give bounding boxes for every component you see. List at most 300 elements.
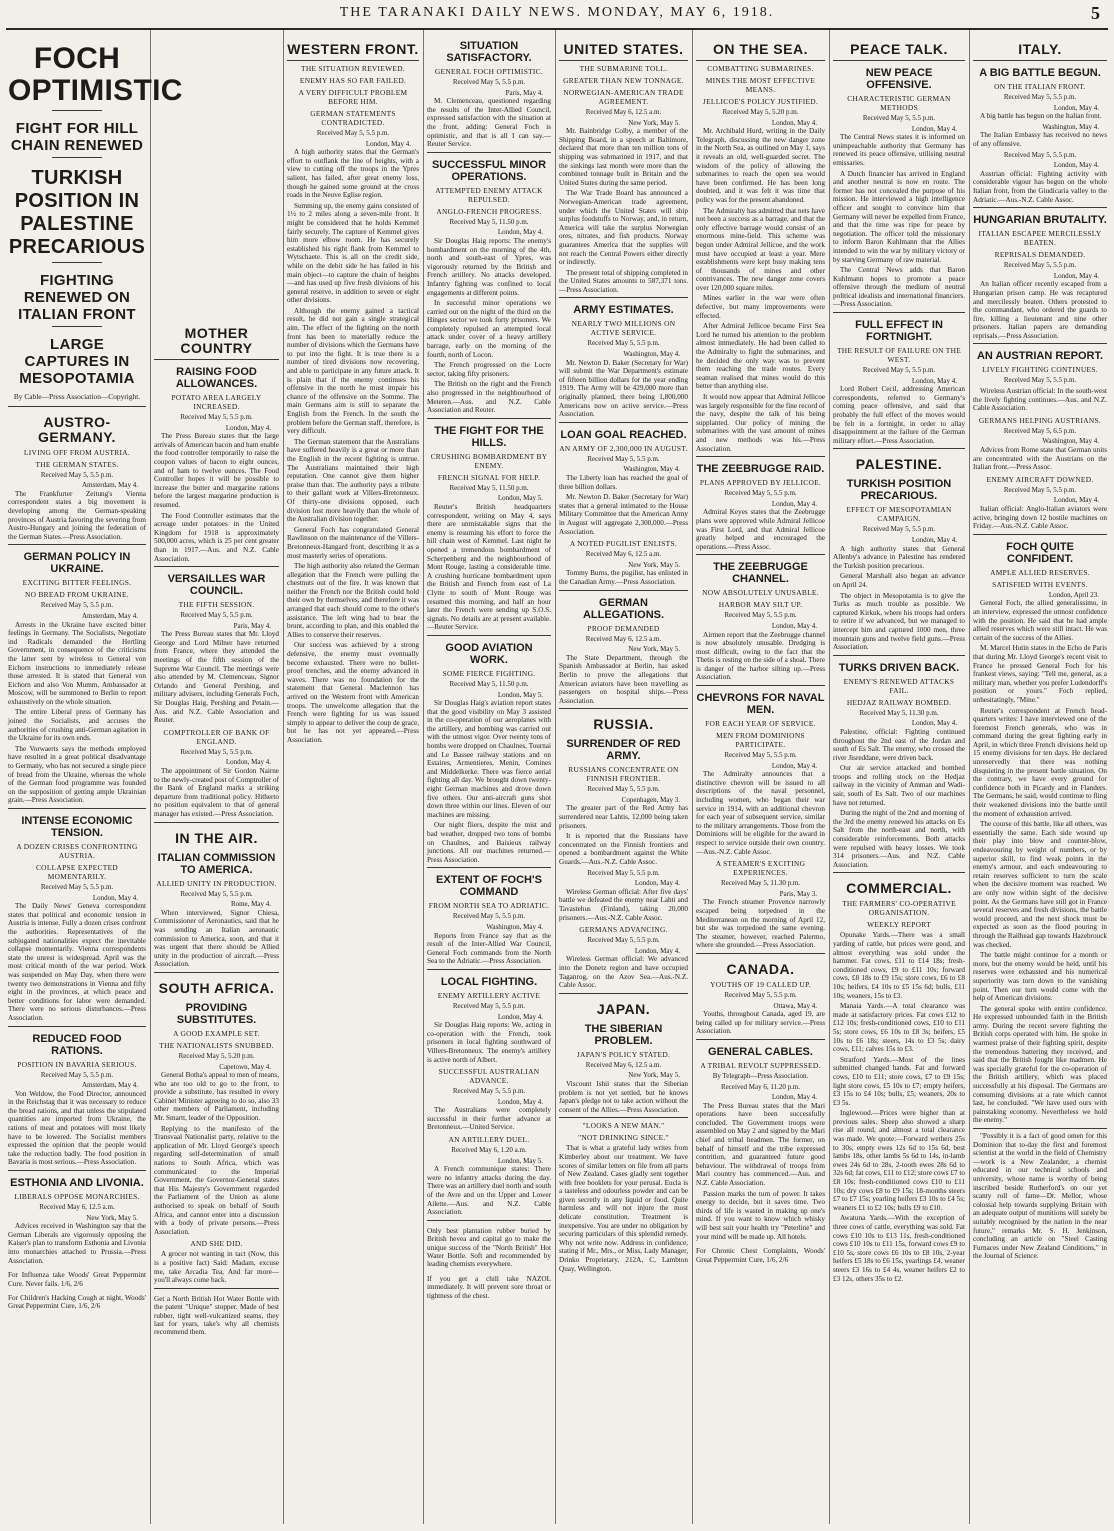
received-line: Received May 6, 12.5 a.m. <box>585 634 662 643</box>
article-headline: ON THE SEA. <box>713 41 808 57</box>
divider <box>559 590 688 591</box>
article-paragraph: Wireless German official: We advanced into the Donetz region and have occupied Taganrog, on the Azov Sea.—Aus.-N.Z. Cable Assoc. <box>559 955 688 990</box>
article-paragraph: Replying to the manifesto of the Transvaal Nationalist party, relative to the application of Mr. Lloyd George's speech regarding self-determination of small nations to South Africa, which was communicated to the Imperial Government, the Governor-General states that His Majesty's Government regarded the Parliament of the Union as alone authorised to speak on behalf of South Africa, and cannot enter into a discussion with a body of private persons.—Press Association. <box>154 1124 279 1236</box>
article-paragraph: Advices received in Washington say that the German Liberals are vigorously opposing the Kaiser's plan to transform Esthonia and Livonia into monarchies attached to Prussia.—Press Association. <box>8 1222 146 1265</box>
divider <box>973 1128 1107 1129</box>
article-headline: SUCCESSFUL MINOR OPERATIONS. <box>431 158 547 183</box>
article-headline: GENERAL CABLES. <box>708 1045 813 1058</box>
article-headline: TURKS DRIVEN BACK. <box>838 661 960 674</box>
place-date: Washington, May 4. <box>486 922 543 931</box>
article-subhead: LIVELY FIGHTING CONTINUES. <box>982 365 1098 375</box>
article-paragraph: Sir Douglas Haig reports: We, acting in co-operation with the French, took prisoners in local fighting southward of Villers-Bretonneux. The enemy's artillery is active north of Albert. <box>427 1021 551 1064</box>
article-paragraph: Passion marks the turn of power. It takes energy to decide, but it saves time. Two thirds of life is wasted in making up one's mind. If you want to know which whisky will best suit your health try "Peterline" and your mind will be made up. All hotels. <box>696 1189 825 1241</box>
article-paragraph: The Admiralty announces that a distinctive chevron will be issued to all descriptions of the naval personnel, including women, who began their war service in 1914, with an additional chevron for each year of subsequent service, similar to the military arrangements. Those from the Dominions will be eligible for the award in respect to service outside their own country.—Aus.-N.Z. Cable Assoc. <box>696 770 825 856</box>
article-paragraph: The appointment of Sir Gordon Nairne to the newly-created post of Comptroller of the Bank of England marks a striking departure from traditional policy. Hitherto no position equivalent to that of general manager has existed.—Press Association. <box>154 767 279 818</box>
article-subhead: "LOOKS A NEW MAN." <box>582 1121 665 1131</box>
article-paragraph: Admiral Keyes states that the Zeebrugge plans were approved while Admiral Jellicoe was First Lord, and that Admiral Jellicoe greatly helped and encouraged the operations.—Press Assoc. <box>696 508 825 551</box>
article-paragraph: Although the enemy gained a tactical result, he did not gain a single strategical aim. The effect of the fighting on the north front has been to materially reduce the number of divisions which the Germans have to put into the fight. It is true there is a number of tired divisions now recovering, and able to participate in any future attack. It is plain that if the enemy continues his offensive in the north he must impair his chance of the offensive on the Somme. The main Germans aim is still to separate the English from the French. In the south the problem before the German staff, therefore, is very difficult. <box>287 306 419 436</box>
column-rule <box>692 30 693 1524</box>
article-paragraph: The high authority also related the German allegation that the French were pulling the chestnuts out of the fire. It was known that neither the French nor the British could hold their own by themselves, and therefore it was arranged that each should come to the other's assistance. The left wing had to bear the brunt, according to plan, and this enabled the Allies to conserve their reserves. <box>287 562 419 639</box>
article-subhead: A TRIBAL REVOLT SUPPRESSED. <box>700 1060 821 1070</box>
article-headline: SOUTH AFRICA. <box>158 979 275 996</box>
received-line: Received May 5, 5.5 p.m. <box>862 525 936 534</box>
article-subhead: CHARACTERISTIC GERMAN METHODS <box>847 94 951 112</box>
column-7 <box>833 34 965 1522</box>
article-subhead: JAPAN'S POLICY STATED. <box>576 1049 671 1059</box>
column-1 <box>8 34 183 1522</box>
article-headline: WESTERN FRONT. <box>287 41 419 57</box>
divider <box>427 418 551 419</box>
article-paragraph: The entire Liberal press of Germany has joined the Socialists, and accuses the authorities of crushing anti-German agitation in the Ukraine for its own ends. <box>8 708 146 743</box>
article-headline: AUSTRO-GERMANY. <box>38 413 116 445</box>
article-paragraph: Lord Robert Cecil, addressing American correspondents, referred to Germany's coming peace offensive, and said that probably the full effect of the moves would be felt in a fortnight, in order to allay disappointment at the failure of the German military effort.—Press Association. <box>833 385 965 445</box>
article-subhead: ATTEMPTED ENEMY ATTACK REPULSED. <box>435 185 543 204</box>
received-line: Received May 5, 5.5 p.m. <box>587 454 660 463</box>
article-paragraph: "Possibly it is a fact of good omen for this Dominion that to-day the first and foremost scientist at the world in the field of Chemistry—work is a New Zealander, a chemist educated in our technical schools and university, whose name is worthy of being inscribed beside Rutherford's on our yet scanty roll of fame—Dr. Mellor, whose colossal help towards supplying Britain with an adequate output of munitions will surely be suitably recognised by the nation in the near future," remarks Mr. S. H. Jenkinson, concluding an article on "Steel Casting Furnaces under New Zealand Conditions," in the Journal of Science. <box>973 1132 1107 1261</box>
column-6 <box>696 34 825 1522</box>
place-date: New York, May 5. <box>628 118 680 127</box>
place-date: London, May 4. <box>771 761 817 770</box>
byline: By Telegraph—Press Association. <box>712 1071 809 1080</box>
article-headline: NEW PEACE OFFENSIVE. <box>865 67 933 91</box>
article-paragraph: It would now appear that Admiral Jellicoe was largely responsible for the fine record of the navy, despite the talk of his being supplanted. Our policy of mining the submarines with the vast amount of mines and new methods was his.—Press Association. <box>696 393 825 453</box>
article-subhead: A NOTED PUGILIST ENLISTS. <box>569 539 678 549</box>
article-headline: FOCH QUITE CONFIDENT. <box>1006 540 1074 565</box>
article-paragraph: The War Trade Board has announced a Norwegian-American trade agreement, under which the United States will ship surplus foodstuffs to Norway, and, in return, America will take the surplus Norwegian ores, nitrates, and fish products. Norway guarantees America that the supplies will not reach the Central Powers either directly or indirectly. <box>559 189 688 267</box>
article-subhead: AN ARTILLERY DUEL. <box>448 1135 530 1145</box>
place-date: Paris, May 4. <box>505 88 543 97</box>
place-date: New York, May 5. <box>628 645 680 654</box>
article-headline: GOOD AVIATION WORK. <box>445 641 533 666</box>
article-subhead: THE RESULT OF FAILURE ON THE WEST. <box>836 346 962 365</box>
article-paragraph: Airmen report that the Zeebrugge channel is now absolutely unusable. Dredging is most difficult, owing to the fact that the Thetis is resting on the side of a shoal. There is danger of the harbor silting up.—Press Association. <box>696 630 825 682</box>
article-headline: HUNGARIAN BRUTALITY. <box>973 214 1107 227</box>
article-paragraph: Advices from Rome state that German units are concentrated with the Austrians on the Italian front.—Press Assoc. <box>973 446 1107 472</box>
place-date: London, May 4. <box>911 719 957 728</box>
article-paragraph: The Central News states it is informed on unimpeachable authority that Germany has renewed its peace offensive, utilising neutral emissaries. <box>833 133 965 167</box>
place-date: London, May 4. <box>225 758 271 767</box>
received-line: Received May 5, 5.5 p.m. <box>452 1001 526 1010</box>
article-headline: THE SIBERIAN PROBLEM. <box>584 1022 663 1047</box>
cable-credit: By Cable—Press Association—Copyright. <box>13 392 141 401</box>
place-date: London, May 4. <box>634 946 680 955</box>
article-subhead: THE GERMAN STATES. <box>35 459 119 469</box>
article-headline: IN THE AIR. <box>175 829 258 846</box>
place-date: London, May 4. <box>497 228 543 237</box>
article-subhead: ENEMY ARTILLERY ACTIVE <box>437 990 541 1000</box>
article-headline: EXTENT OF FOCH'S COMMAND <box>436 874 542 899</box>
column-rule <box>969 30 970 1524</box>
divider <box>696 60 825 61</box>
article-subhead: EFFECT OF MESOPOTAMIAN CAMPAIGN. <box>846 505 952 524</box>
article-headline: ESTHONIA AND LIVONIA. <box>10 1177 144 1190</box>
place-date: London, May 4. <box>1053 271 1099 280</box>
place-date: Amsterdam, May 4. <box>82 1081 138 1090</box>
article-paragraph: Viscount Ishii states that the Siberian problem is not yet settled, but he knows Japan's pledge not to take action without the consent of the Allies.—Press Association. <box>559 1079 688 1114</box>
article-paragraph: When interviewed, Signor Chiesa, Commissioner of Aeronautics, said that he was sending an Italian aeronautic commission to America, soon, and that it was urgent that there should be Allied unity in the production of aircraft.—Press Association. <box>154 908 279 969</box>
article-paragraph: The Liberty loan has reached the goal of three billion dollars. <box>559 474 688 491</box>
divider <box>559 60 688 61</box>
article-paragraph: Tommy Burns, the pugilist, has enlisted in the Canadian Army.—Press Association. <box>559 569 688 586</box>
article-paragraph: M. Marcel Hutin states in the Echo de Paris that during Mr. Lloyd George's recent visit to France he pressed General Foch for his frankest views, saying: "Tell me, general, as a military man, whether you prefer Ludendorff's position or yours." Foch replied, unhesitatingly, "Mine." <box>973 644 1107 704</box>
place-date: London, May 4. <box>92 893 138 902</box>
article-subhead: ON THE ITALIAN FRONT. <box>994 82 1086 91</box>
article-subhead: MEN FROM DOMINIONS PARTICIPATE. <box>716 731 805 750</box>
column-rule <box>423 30 424 1524</box>
article-subhead: GERMAN STATEMENTS CONTRADICTED. <box>310 109 396 127</box>
article-headline: LOAN GOAL REACHED. <box>560 428 687 441</box>
article-subhead: PLANS APPROVED BY JELLICOE. <box>699 478 822 488</box>
divider <box>154 822 279 823</box>
received-line: Received May 5, 11.50 p.m. <box>449 217 529 226</box>
received-line: Received May 5, 5.5 p.m. <box>587 936 660 945</box>
divider <box>427 867 551 868</box>
received-line: Received May 6, 12.5 a.m. <box>39 1203 115 1212</box>
divider <box>833 60 965 61</box>
article-paragraph: Palestine, official: Fighting continued throughout the 2nd east of the Jordan and south of Es Salt. The enemy, who crossed the river Jisreddane, were driven back. <box>833 727 965 762</box>
place-date: London, May 4. <box>497 1097 543 1106</box>
article-subhead: NEARLY TWO MILLIONS ON ACTIVE SERVICE. <box>571 319 676 338</box>
article-paragraph: M. Clemenceau, questioned regarding the results of the Inter-Allied Council, expressed satisfaction with the situation at the front, adding: General Foch is optimistic, and that is all I can say.—Reuter Service. <box>427 97 551 149</box>
article-subhead: POTATO AREA LARGELY INCREASED. <box>171 393 262 411</box>
article-paragraph: The Italian Embassy has received no news of any offensive. <box>973 131 1107 148</box>
divider <box>52 262 102 263</box>
place-date: London, May 4. <box>1053 161 1099 170</box>
article-subhead: ENEMY'S RENEWED ATTACKS FAIL. <box>843 676 955 695</box>
divider <box>427 152 551 153</box>
divider <box>8 1026 146 1027</box>
place-date: Washington, May 4. <box>623 350 680 359</box>
column-3 <box>287 34 419 1522</box>
place-date: Rome, May 4. <box>230 900 271 909</box>
divider <box>973 343 1107 344</box>
divider <box>559 422 688 423</box>
received-line: Received May 5, 5.5 p.m. <box>316 129 390 137</box>
article-paragraph: The Central News adds that Baron Kuhlmann hopes to promote a peace offensive through the medium of neutral political idealists and international financiers.—Press Association. <box>833 266 965 309</box>
poem-text: A grocer not wanting in tact (Now, this is a positive fact) Said: Madam, excuse me, take Arcadia Tea, And far more—you'll always come back. <box>154 1250 279 1285</box>
article-headline: ITALY. <box>1018 41 1062 57</box>
place-date: Copenhagen, May 3. <box>621 795 680 804</box>
divider <box>833 872 965 873</box>
divider <box>427 635 551 636</box>
article-paragraph: General Botha's appeal to men of means, who are too old to go to the front, to provide a substitute, has resulted in every Cabinet Minister agreeing to do so, also 33 other members of Parliament, including Mr. Smartt, leader of the Opposition. <box>154 1071 279 1123</box>
lead-headline: FOCH OPTIMISTIC <box>8 42 183 107</box>
article-subhead: THE NATIONALISTS SNUBBED. <box>159 1040 274 1050</box>
article-paragraph: Wireless German official: After five days' battle we defeated the enemy near Lahti and Tavastehus (Finland), taking 20,000 prisoners.—Aus.-N.Z. Cable Assoc. <box>559 887 688 922</box>
article-subhead: YOUTHS OF 19 CALLED UP. <box>710 979 811 989</box>
place-date: London, May 4. <box>365 139 411 148</box>
received-line: Received May 5, 5.5 p.m. <box>724 751 797 760</box>
article-subhead: ENEMY HAS SO FAR FAILED. <box>299 76 407 85</box>
received-line: Received May 5, 5.5 p.m. <box>1003 261 1077 270</box>
article-subhead: WEEKLY REPORT <box>867 920 931 930</box>
article-paragraph: After Admiral Jellicoe became First Sea Lord he turned his attention to the problem almost immediately. He had been called to the Admiralty to fight the submarines, and he decided the only way was to prevent them reaching the trade routes. Every seaman realised that mines would do this better than anything else. <box>696 322 825 391</box>
masthead <box>0 0 1114 26</box>
place-date: Washington, May 4. <box>623 465 680 474</box>
article-headline: RUSSIA. <box>593 716 654 733</box>
article-paragraph: An Italian officer recently escaped from a Hungarian prison camp. He was recaptured and mercilessly beaten. Others protested to the commandant, who ordered the guards to fire, killing a lieutenant and nine other prisoners. Italian papers are demanding reprisals.—Press Association. <box>973 280 1107 340</box>
article-subhead: COMBATTING SUBMARINES. <box>707 64 814 73</box>
place-date: London, May 4. <box>911 124 957 133</box>
received-line: Received May 5, 5.5 p.m. <box>587 339 660 348</box>
divider <box>427 969 551 970</box>
place-date: London, May 4. <box>771 499 817 508</box>
received-line: Received May 5, 5.5 p.m. <box>452 912 526 921</box>
article-subhead: HEDJAZ RAILWAY BOMBED. <box>846 697 952 707</box>
divider <box>833 448 965 449</box>
article-paragraph: The Frankfurter Zeitung's Vienna correspondent states a big movement is developing among the German-speaking provinces of Austria favoring the severing from Austro-Hungary and joining the federation of the German States.—Press Association. <box>8 489 146 541</box>
received-line: Received May 5, 5.5 p.m. <box>1003 376 1077 385</box>
article-paragraph: The French progressed on the Locre sector, taking fifty prisoners. <box>427 361 551 378</box>
received-line: Received May 5, 5.5 p.m. <box>1003 93 1077 101</box>
article-paragraph: Our air service attacked and bombed troops and rolling stock on the Hedjaz railway in the vicinity of Amman and Wadi-sair, south of Es Salt. Two of our machines have not returned. <box>833 764 965 807</box>
column-rule <box>829 30 830 1524</box>
article-headline: SURRENDER OF RED ARMY. <box>566 738 681 763</box>
advertisement: For Children's Hacking Cough at night, Woods' Great Peppermint Cure, 1/6, 2/6 <box>8 1294 146 1311</box>
article-subhead: A STEAMER'S EXCITING EXPERIENCES. <box>715 859 806 878</box>
article-headline: THE ZEEBRUGGE CHANNEL. <box>713 561 808 586</box>
article-subhead: LIBERALS OPPOSE MONARCHIES. <box>14 1192 140 1202</box>
lead-subheadline: LARGE CAPTURES IN MESOPOTAMIA <box>19 336 135 387</box>
article-paragraph: During the night of the 2nd and morning of the 3rd the enemy renewed his attacks on Es Salt from the north-east and north, with considerable reinforcements. Both attacks were repulsed with heavy losses. We took 314 prisoners.—Aus. and N.Z. Cable Association. <box>833 809 965 869</box>
divider <box>973 534 1107 535</box>
article-paragraph: Our night fliers, despite the mist and bad weather, dropped two tons of bombs on Chaulnes, and Baisieux railway junctions. All our machines returned.—Press Association. <box>427 821 551 864</box>
place-date: London, May 4. <box>911 376 957 385</box>
received-line: Received May 5, 5.20 p.m. <box>722 108 799 116</box>
article-subhead: GERMANS ADVANCING. <box>579 925 668 935</box>
received-line: Received May 6, 12.5 a.m. <box>585 550 662 559</box>
article-paragraph: Stratford Yards.—Most of the lines submitted changed hands. Fat and forward cows, £10 to £11; store cows, £7 to £9 15s; light store cows, £5 10s to £7; empty heifers, £3 15s to £4 10s; bulls, £5; weaners, 20s to £3 5s. <box>833 1055 965 1107</box>
article-subhead: MINES THE MOST EFFECTIVE MEANS. <box>705 76 816 94</box>
divider <box>696 554 825 555</box>
article-subhead: CRUSHING BOMBARDMENT BY ENEMY. <box>430 451 548 470</box>
article-subhead: NORWEGIAN-AMERICAN TRADE AGREEMENT. <box>563 88 684 106</box>
advertisement: That is what a grateful lady writes from Kimberley about our treatment. We have scores of similar letters on file from all parts of New Zealand. Cases gladly sent together with free booklets for your perusal. Eucla is a tasteless and odourless powder and can be given secretly in any liquid or food. Quite harmless and will not injure the most delicate constitution. Treatment is inexpensive. You are under no obligation by securing particulars of this splendid remedy. Why not write now. Address in confidence, stating if Mr., Mrs., or Miss, Lady Manager, Drinko Proprietary, 212A, C, Lambton Quay, Wellington. <box>559 1144 688 1273</box>
received-line: Received May 6, 12.5 a.m. <box>585 108 662 116</box>
divider <box>559 1117 688 1118</box>
received-line: Received May 5, 5.5 p.m. <box>40 601 114 610</box>
article-paragraph: The Food Controller estimates that the acreage under potatoes in the United Kingdom for 1918 is approximately 500,000 acres, which is 25 per cent greater than in 1917.—Aus. and N.Z. Cable Association. <box>154 511 279 563</box>
divider <box>52 326 102 327</box>
received-line: Received May 5, 5.5 p.m. <box>1003 485 1077 494</box>
article-subhead: ANGLO-FRENCH PROGRESS. <box>436 206 542 216</box>
divider <box>559 708 688 709</box>
article-headline: MOTHER COUNTRY <box>180 325 253 356</box>
divider <box>287 60 419 61</box>
divider <box>427 1220 551 1221</box>
received-line: Received May 6, 11.20 p.m. <box>720 1082 801 1091</box>
place-date: London, May 4. <box>771 621 817 630</box>
article-paragraph: Mr. Bainbridge Colby, a member of the Shipping Board, in a speech at Baltimore, declared that more than ten million tons of shipping was submarined in 1917, and that the sinkings last month were more than the combined tonnage built in Britain and the United States during the same period. <box>559 127 688 187</box>
masthead-title: THE TARANAKI DAILY NEWS. MONDAY, MAY 6, 1918. <box>339 5 775 20</box>
place-date: New York, May 5. <box>628 1071 680 1080</box>
divider <box>154 566 279 567</box>
place-date: London, May 4. <box>634 879 680 888</box>
place-date: Ottawa, May 4. <box>773 1001 817 1010</box>
received-line: Received May 6, 12.5 a.m. <box>585 1060 662 1069</box>
divider <box>833 655 965 656</box>
place-date: Capetown, May 4. <box>219 1062 271 1071</box>
article-paragraph: Reuter's British headquarters correspondent, writing on May 4, says there are unmistakable signs that the enemy is resuming his effort to force the hill chain west of Kemmel. Last night he opened a tremendous bombardment of Scherpenberg and the neighbourhood of Mont Rouge, lasting a considerable time. A crushing hurricane bombardment upon the British and French from east of La Clytte to south of Mont Rouge was resumed this morning, and half an hour later the French were sending up S.O.S. signals. No details are at present available.—Reuter Service. <box>427 503 551 632</box>
article-paragraph: The course of this battle, like all others, was essentially the same. Each side wound up their play into blow and counter-blow, endeavouring by weight of numbers, or by superior skill, to find weak points in the enemy's armour, and each endeavouring to retain reserves sufficient to turn the scale when the decisive moment was reached. We are only now within sight of the decisive point. As the Germans have still got in France several reserves and fresh divisions, the battle would proceed, and the next shock must be expected as soon as the flood pouring in through the Railhead gap towards Hazebrouck was checked. <box>973 820 1107 949</box>
article-paragraph: The greater part of the Red Army has surrendered near Lahtis, 12,000 being taken prisoners. <box>559 804 688 830</box>
article-headline: SITUATION SATISFACTORY. <box>446 40 532 64</box>
article-subhead: PROOF DEMANDED <box>587 623 660 633</box>
article-subhead: FROM NORTH SEA TO ADRIATIC. <box>428 901 550 911</box>
article-paragraph: The object in Mesopotamia is to give the Turks as much trouble as possible. We captured Kirkuk, where his troops had orders to retire if we advanced, but we managed to intercept him and captured 1000 men, three mountain guns and twelve field guns.—Press Association. <box>833 591 965 652</box>
article-headline: GERMAN POLICY IN UKRAINE. <box>23 551 131 576</box>
article-paragraph: Reuter's correspondent at French head-quarters writes: I have interviewed one of the foremost French generals, who was in command during the great fighting early in April, in which three French divisions held up 15 enemy divisions for ten days. He declared unreservedly that there was nothing disquieting in the present battle situation. On the contrary, we have every ground for confidence both in Picardy and in Flanders. The Germans, he said, would continue to fling their weakened divisions into the battle until the moment of exhaustion arrived. <box>973 706 1107 818</box>
received-line: Received May 5, 11.30 p.m. <box>720 879 801 888</box>
article-headline: VERSAILLES WAR COUNCIL. <box>167 573 266 598</box>
place-date: Washington, May 4. <box>1042 122 1099 131</box>
divider <box>559 297 688 298</box>
article-paragraph: The Press Bureau states that the Mari operations have been successfully concluded. The Government troops were assembled on May 2 and signed by the Mari chief and tribal headmen. The former, on behalf of himself and the tribe expressed contrition, and guaranteed future good behaviour. The withdrawal of troops from Mari country has commenced.—Aus. and N.Z. Cable Association. <box>696 1101 825 1188</box>
divider <box>559 993 688 994</box>
received-line: Received May 5, 5.5 p.m. <box>40 470 114 479</box>
lead-subheadline: TURKISH POSITION IN PALESTINE PRECARIOUS <box>8 167 146 258</box>
article-subhead: A VERY DIFFICULT PROBLEM BEFORE HIM. <box>298 88 408 106</box>
received-line: Received May 5, 11.50 p.m. <box>449 679 529 688</box>
article-headline: GERMAN ALLEGATIONS. <box>582 596 665 621</box>
received-line: Received May 5, 5.5 p.m. <box>40 883 114 891</box>
received-line: Received May 5, 5.5 p.m. <box>587 868 660 877</box>
divider <box>8 808 146 809</box>
article-subhead: SOME FIERCE FIGHTING. <box>442 668 536 678</box>
received-line: Received May 5, 6.5 p.m. <box>1003 426 1077 435</box>
place-date: London, May 5. <box>497 1156 543 1165</box>
article-paragraph: Inglewood.—Prices were higher than at previous sales. Sheep also showed a sharp rise all round, and almost a total clearance was made. We quote:—Forward wethers 25s to 30s, empty ewes 12s 6d to 15s 6d, best lambs 18s, other lambs 5s 6d to 14s, in-lamb ewes 24s 6d to 28s, 2-tooth ewes 28s 6d to 32s 6d; fat cows, £11 to £12; store cows £7 to £8 10s; fresh-conditioned cows £10 to £11 10s; dry cows £8 to £9 15s; 18-months steers £7 to £7 15s; yearling heifers £3 10s to £4 5s; weaners £1 to £2 10s; bulls £9 to £10. <box>833 1109 965 1212</box>
article-paragraph: The Press Bureau states that the large arrivals of American bacon and ham enable the food controller temporarily to raise the coupon values of bacon to eight ounces, and of ham to twelve ounces. The Food Controller hopes it will be possible to increase the butter and margarine rations before the largest margarine production is resumed. <box>154 432 279 509</box>
article-paragraph: Reports from France say that as the result of the Inter-Allied War Council, General Foch commands from the North Sea to the Adriatic.—Press Association. <box>427 931 551 966</box>
article-subhead: ALLIED UNITY IN PRODUCTION. <box>156 878 277 888</box>
article-paragraph: General Marshall also began an advance on April 24. <box>833 572 965 589</box>
received-line: Received May 5, 5.5 p.m. <box>180 747 253 756</box>
article-subhead: HARBOR MAY SILT UP. <box>718 600 803 610</box>
article-headline: REDUCED FOOD RATIONS. <box>32 1032 122 1057</box>
article-paragraph: A high authority states that the German's effort to outflank the line of heights, with a view to cutting off the troops in the Ypres salient, has failed, after great enemy loss, though he gained some ground at the cross roads in the Neuve Eglise region. <box>287 148 419 200</box>
article-subhead: SUCCESSFUL AUSTRALIAN ADVANCE. <box>438 1067 540 1086</box>
page-number: 5 <box>1091 3 1100 23</box>
article-paragraph: The Daily News' Geneva correspondent states that political and economic tension in Austria is intense. Fully a dozen crises confront the authorities. Representatives of the subjugated nationalities expect the inevitable collapse momentarily. Vienna correspondents state the unrest is widespread. April was the most critical month of the war period. Work was suspended on May Day, when there were twenty two demonstrations in Vienna and fifty eight in the provinces, at which peace and better conditions for labor were demanded. There were no serious disturbances.—Press Association. <box>8 902 146 1022</box>
received-line: Received May 5, 5.5 p.m. <box>180 889 253 898</box>
article-subhead: NOW ABSOLUTELY UNUSABLE. <box>702 588 819 598</box>
column-rule <box>150 30 151 1524</box>
place-date: New York, May 5. <box>628 560 680 569</box>
divider <box>52 157 102 158</box>
article-paragraph: It is reported that the Russians have concentrated on the Finnish frontiers and opened a bombardment against the White Guards.—Aus.-N.Z. Cable Assoc. <box>559 832 688 867</box>
column-5 <box>559 34 688 1522</box>
article-subhead: NO BREAD FROM UKRAINE. <box>25 590 129 600</box>
article-subhead: GREATER THAN NEW TONNAGE. <box>563 76 684 85</box>
article-paragraph: A Dutch financier has arrived in England and another neutral is now en route. The former has not concealed the purpose of his mission. He interviewed a high intelligence officer and sought to convince him that Germany will never be expelled from France, and that the time was ripe for peace by negotiation. The officer told the missionary to inform Baron Kuhlmann that the Allies intended to win the war by military victory or by starving Germany of raw material. <box>833 169 965 264</box>
article-headline: RAISING FOOD ALLOWANCES. <box>175 366 258 390</box>
article-paragraph: Austrian official: Fighting activity with considerable vigour has begun on the whole Italian front, from the Giudicaria valley to the Adriatic.—Aus.-N.Z. Cable Assoc. <box>973 169 1107 204</box>
article-headline: AN AUSTRIAN REPORT. <box>976 350 1104 363</box>
received-line: Received May 5, 5.5 p.m. <box>40 1070 114 1079</box>
received-line: Received May 5, 5.5 p.m. <box>452 1087 526 1096</box>
article-subhead: FRENCH SIGNAL FOR HELP. <box>437 472 541 482</box>
article-subhead: AMPLE ALLIED RESERVES. <box>990 567 1090 577</box>
received-line: Received May 5, 11.30 p.m. <box>859 708 939 717</box>
lead-subheadline: FIGHT FOR HILL CHAIN RENEWED <box>10 120 144 154</box>
article-subhead: COLLAPSE EXPECTED MOMENTARILY. <box>35 863 119 881</box>
article-paragraph: Mr. Newton D. Baker (Secretary for War) states that a general intimated to the House Military Committee that the American Army in August will aggregate 2,300,000.—Press Association. <box>559 493 688 536</box>
article-headline: CANADA. <box>726 960 795 977</box>
place-date: London, May 4. <box>1053 496 1099 505</box>
article-subhead: SATISFIED WITH EVENTS. <box>992 579 1088 589</box>
article-headline: A BIG BATTLE BEGUN. <box>979 67 1101 79</box>
article-paragraph: The Admiralty has admitted that nets have not been a success as a barrage, and that the only effective barrage would consist of an enormous mine-field. This scheme was begun under Admiral Jellicoe, and the work must have occupied at least a year. Mere establishments were kept busy making tens of thousands of mines and other contrivances. The new danger zone covers over 120,000 square miles. <box>696 206 825 292</box>
article-subhead: THE SUBMARINE TOLL. <box>579 64 668 73</box>
article-paragraph: Opunake Yards.—There was a small yarding of cattle, but prices were good, and almost everything was sold under the hammer. Fat cows, £11 to £14 18s; fresh-conditioned cows, £9 to £11 10s; forward cows, £8 18s to £9 15s; store cows, £6 to £8 10s; heifers, £4 10s to £5 15s 6d; bulls, £11 10s; weaners, 15s to £3. <box>833 931 965 1000</box>
place-date: London, May 4. <box>771 1093 817 1102</box>
top-rule <box>6 28 1108 30</box>
advertisement: Get a North British Hot Water Bottle with the patent "Unique" stopper. Made of best rubber, tight well-vulcanized seams, they last for years, take's why all chemists recommend them. <box>154 1294 279 1337</box>
place-date: London, May 4. <box>497 1012 543 1021</box>
received-line: Received May 5, 5.5 p.m. <box>452 78 526 86</box>
place-date: London, May 4. <box>771 118 817 127</box>
article-subhead: LIVING OFF FROM AUSTRIA. <box>23 447 131 457</box>
advertisement: If you get a chill take NAZOL immediately. It will prevent sore throat or tightness of the chest. <box>427 1274 551 1300</box>
article-paragraph: Mr. Archibald Hurd, writing in the Daily Telegraph, discussing the new danger zone in the North Sea, as outlined on May 1, says it reveals an old, well-guarded secret. The wisdom of the policy of allowing the submarines to reach the open sea would have been confirmed. He has been long doubted, and it was felt it was time that policy was for the present abandoned. <box>696 127 825 204</box>
article-headline: JAPAN. <box>596 1000 651 1017</box>
divider <box>8 1170 146 1171</box>
article-subhead: THE SITUATION REVIEWED. <box>301 64 405 73</box>
divider <box>154 972 279 973</box>
article-paragraph: A French communique states: There were no infantry attacks during the day. There was an artillery duel north and south of the Avre and on the Upper and Lower Ailette.—Aus. and N.Z. Cable Association. <box>427 1165 551 1217</box>
article-subhead: ENEMY AIRCRAFT DOWNED. <box>986 474 1094 484</box>
received-line: Received May 5, 5.20 p.m. <box>178 1051 255 1060</box>
article-headline: LOCAL FIGHTING. <box>440 975 538 988</box>
advertisement: Only best plantation rubber buried by British hevea and capital go to make the unique success of the "North British" Hot Water Bottle. Soft and recommended by leading chemists everywhere. <box>427 1226 551 1269</box>
place-date: Paris, May 3. <box>779 889 817 898</box>
article-headline: COMMERCIAL. <box>846 880 952 897</box>
advertisement: For Influenza take Woods' Great Peppermint Cure. Never fails. 1/6, 2/6 <box>8 1271 146 1288</box>
article-subhead: EXCITING BITTER FEELINGS. <box>22 578 132 588</box>
divider <box>8 544 146 545</box>
place-date: London, May 4. <box>225 423 271 432</box>
article-headline: ARMY ESTIMATES. <box>573 304 674 317</box>
article-paragraph: Sir Douglas Haig reports: The enemy's bombardment on the morning of the 4th, north and south-east of Ypres, was vigorously returned by the British and French artillery. No attacks developed. Infantry fighting was confined to local engagements at different points. <box>427 236 551 297</box>
column-8 <box>973 34 1107 1522</box>
article-paragraph: Awatuna Yards.—With the exception of three cows of cattle, everything was sold. Fat cows £10 10s to £13 11s, fresh-conditioned cows £10 10s to £11 15s, forward cows £9 to £10 5s, store cows £6 10s to £8 10s, 2-year heifers £5 18s to £6 15s, yearlings £4, weaner steers £3 16s to £4 4s, weaner heifers £2 to £3 12s, others 35s to £2. <box>833 1214 965 1283</box>
place-date: London, May 4. <box>911 536 957 544</box>
article-paragraph: Italian official: Anglo-Italian aviators were active, bringing down 12 hostile machines on Friday.—Aus.-N.Z. Cable Assoc. <box>973 505 1107 531</box>
article-paragraph: Von Weldow, the Food Director, announced in the Reichstag that it was necessary to reduce the bread rations, and that unless the stipulated quantities are imported from Ukraine, the rations of meat and potatoes will most likely have to be lowered. The Socialist members expressed the opinion that the people would take the reduction badly. The food position in Bavaria is most serious.—Press Association. <box>8 1089 146 1167</box>
divider <box>52 110 102 111</box>
article-paragraph: The British on the right and the French also progressed in the neighbourhood of Meteren.—Aus. and N.Z. Cable Association and Reuter. <box>427 380 551 415</box>
divider <box>154 359 279 360</box>
advertisement: For Chronic Chest Complaints, Woods' Great Peppermint Cure, 1/6, 2/6 <box>696 1247 825 1264</box>
article-paragraph: A high authority states that General Allenby's advance in Palestine has rendered the Turkish position precarious. <box>833 544 965 570</box>
article-paragraph: Manaia Yards.—A total clearance was made at satisfactory prices. Fat cows £12 to £12 10s; fresh-conditioned cows, £10 to £11 5s; store cows, £6 10s to £8 3s; heifers, £5 10s to £6 18s; steers, 14s to £3 5s; dairy cows, £11; calves 15s to £3. <box>833 1002 965 1054</box>
place-date: Washington, May 4. <box>1042 437 1099 446</box>
article-paragraph: The Press Bureau states that Mr. Lloyd George and Lord Milner have returned from France, where they attended the meetings of the fifth session of the Supreme War Council. The meetings were also attended by M. Clemenceau, Signor Orlando and General Pershing, and military advisers, including Generals Foch, Sir Douglas Haig, Pershing and Petain.—Aus. and N.Z. Cable Association and Reuter. <box>154 630 279 725</box>
article-paragraph: Arrests in the Ukraine have excited bitter feelings in Germany. The Socialists, Negotiate ind Radicals demanded the Hertling Government, in consequence of the criticisms the latter sent by wireless to General von Eichorn instructions to immediately release those arrested. It is stated that General von Eichorn and also Von Mumm, Ambassador at Moscow, will be summoned to Berlin to report exhaustively on the whole situation. <box>8 620 146 706</box>
received-line: Received May 5, 5.5 p.m. <box>724 611 797 620</box>
article-subhead: AN ARMY OF 2,300,000 IN AUGUST. <box>559 443 688 453</box>
article-headline: ITALIAN COMMISSION TO AMERICA. <box>157 851 276 876</box>
place-date: Paris, May 4. <box>233 621 271 630</box>
article-subhead: AND SHE DID. <box>190 1239 243 1249</box>
column-4 <box>427 34 551 1522</box>
article-paragraph: Summing up, the enemy gains consisted of 1½ to 2 miles along a seven-mile front. It might be considered that he holds Kemmel fairly securely. The capture of Kemmel gives him more elbow room. He has securely established his right flank from Kemmel to Wytschaete. This is all on the credit side, while on the debit side he has failed in his main object—to capture the chain of heights—and has used up five fresh divisions of his general reserve, in addition to seven or eight other divisions. <box>287 201 419 305</box>
article-headline: PROVIDING SUBSTITUTES. <box>176 1001 257 1026</box>
article-subhead: A DOZEN CRISES CONFRONTING AUSTRIA. <box>16 842 138 860</box>
column-rule <box>555 30 556 1524</box>
divider <box>696 685 825 686</box>
